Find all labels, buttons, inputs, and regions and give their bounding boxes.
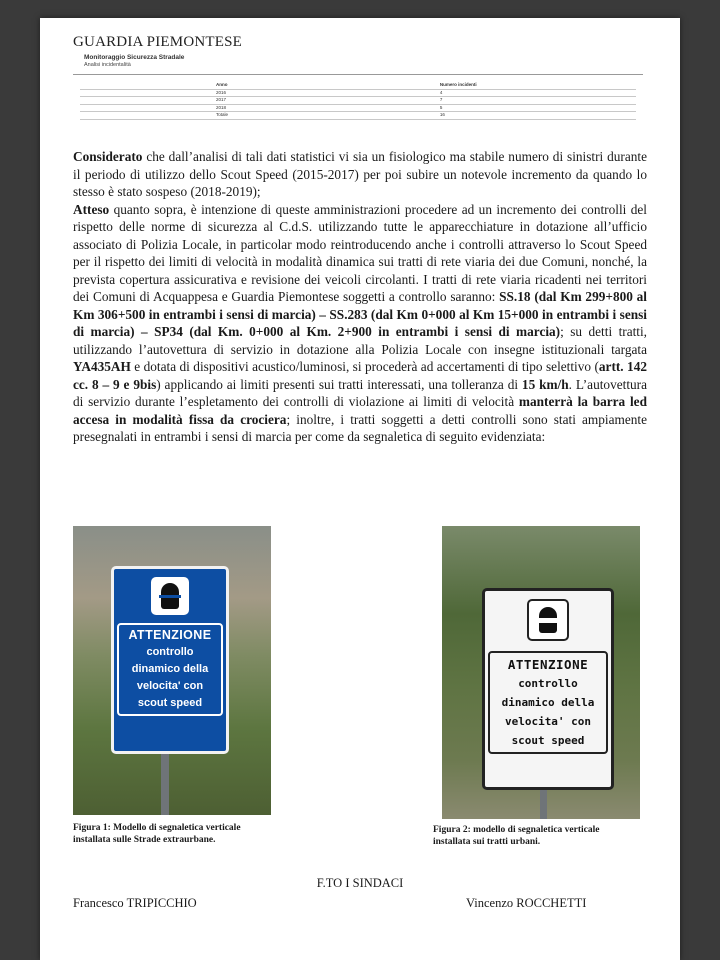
document-header-subtitle-2: Analisi incidentalità — [84, 62, 131, 68]
white-speed-sign — [482, 588, 614, 790]
document-header-subtitle: Monitoraggio Sicurezza Stradale — [84, 54, 185, 61]
header-divider — [73, 74, 643, 75]
sign-line: velocita' con — [136, 680, 204, 692]
bold-plate: YA435AH — [73, 359, 131, 374]
document-page — [40, 18, 680, 960]
signatory-left: Francesco TRIPICCHIO — [73, 896, 197, 910]
table-row — [80, 104, 636, 112]
sign-line: velocita' con — [504, 715, 592, 728]
white-sign-text — [488, 651, 608, 754]
figure-2-caption — [433, 824, 663, 848]
paragraph-text: ; inoltre, i tratti soggetti a detti controlli sono stati ampiamente presegnalati in entrambi i sensi di marcia per come da segnaletica di seguito evidenziata: — [73, 411, 647, 444]
caption-line: installata sulle Strade extraurbane. — [73, 835, 216, 845]
figure-2-photo — [442, 526, 640, 819]
table-row — [80, 89, 636, 97]
sign-line: controllo — [518, 677, 578, 690]
paragraph-text: . L’autovettura di servizio durante l’espletamento dei controlli di violazione ai limiti di velocità — [73, 376, 647, 409]
paragraph-text: che dall’analisi di tali dati statistici vi sia un fisiologico ma stabile numero di sinistri durante il periodo di utilizzo dello Scout Speed (2015-2017) per poi subire un notevole incremento da quando lo stesso è stato sospeso (2018-2019); — [73, 149, 647, 199]
table-header-row — [80, 82, 636, 89]
table-row — [80, 112, 636, 120]
sign-line: controllo — [146, 646, 194, 658]
table-cell-count: 7 — [436, 97, 636, 105]
table-cell-year: 2018 — [80, 104, 436, 112]
caption-line: Figura 1: Modello di segnaletica verticale — [73, 823, 241, 833]
sign-line: scout speed — [137, 697, 203, 709]
figure-1-caption — [73, 822, 303, 846]
table-cell-count: 16 — [436, 112, 636, 120]
paragraph-text: quanto sopra, è intenzione di queste amministrazioni procedere ad un incremento dei controlli del rispetto delle norme di sicurezza al C.d.S. utilizzando tutte le apparecchiature in dotazione all’ufficio associato di Polizia Locale, in particolar modo reintroducendo anche i controlli attraverso lo Scout Speed per il rispetto dei limiti di velocità in modalità dinamica sui tratti di rete viaria dei due Comuni, nonché, la prevista copertura assicurativa e revisione dei veicoli circolanti. I tratti di rete viaria ricadenti nei territori dei Comuni di Acquappesa e Guardia Piemontese soggetti a controllo saranno: — [73, 201, 647, 304]
camera-icon — [527, 599, 569, 641]
signatory-right: Vincenzo ROCCHETTI — [466, 896, 587, 910]
camera-icon — [151, 577, 189, 615]
blue-speed-sign — [111, 566, 229, 754]
paragraph-text: e dotata di dispositivi acustico/luminosi, si procederà ad accertamenti di tipo selettivo ( — [130, 359, 599, 374]
sign-line: dinamico della — [501, 696, 595, 709]
table-cell-year: Totale — [80, 112, 436, 120]
table-cell-year: 2017 — [80, 97, 436, 105]
table-cell-count: 5 — [436, 104, 636, 112]
table-row — [80, 97, 636, 105]
paragraph-atteso — [73, 201, 647, 446]
paragraph-text: ) applicando ai limiti presenti sui tratti interessati, una tolleranza di — [156, 376, 522, 392]
bold-keyword: Atteso — [73, 201, 110, 217]
document-body — [73, 148, 647, 446]
bold-road-sections: SS.18 (dal Km 299+800 al Km 306+500 in entrambi i sensi di marcia) – SS.283 (dal Km 0+000 al Km 15+000 in entrambi i sensi di marcia) – SP34 (dal Km. 0+000 al Km. 2+900 in entrambi i sensi di marcia) — [73, 289, 647, 339]
bold-tolerance: 15 km/h — [521, 376, 569, 392]
caption-line: Figura 2: modello di segnaletica verticale — [433, 825, 600, 835]
table-cell-count: 4 — [436, 89, 636, 97]
incident-stats-table — [80, 82, 636, 120]
sign-line: ATTENZIONE — [128, 628, 212, 642]
bold-keyword: Considerato — [73, 149, 143, 164]
sign-pole — [161, 746, 169, 815]
paragraph-text: ; su detti tratti, utilizzando l’autovettura di servizio in dotazione alla Polizia Locale con insegne istituzionali targata — [73, 324, 647, 357]
sign-line: dinamico della — [131, 663, 209, 675]
sign-line: scout speed — [511, 734, 585, 747]
document-header-title: GUARDIA PIEMONTESE — [73, 34, 243, 50]
caption-line: installata sui tratti urbani. — [433, 837, 541, 847]
blue-sign-text — [117, 623, 223, 716]
figure-1-photo — [73, 526, 271, 815]
bold-articles: artt. 142 cc. 8 – 9 e 9bis — [73, 359, 648, 392]
table-header-year: Anno — [80, 82, 436, 89]
paragraph-considerato — [73, 148, 647, 201]
table-header-count: Numero incidenti — [436, 82, 636, 89]
signatories-heading: F.TO I SINDACI — [316, 876, 404, 890]
bold-led-bar: manterrà la barra led accesa in modalità fissa da crociera — [73, 394, 647, 427]
sign-line: ATTENZIONE — [507, 657, 589, 672]
table-cell-year: 2016 — [80, 89, 436, 97]
